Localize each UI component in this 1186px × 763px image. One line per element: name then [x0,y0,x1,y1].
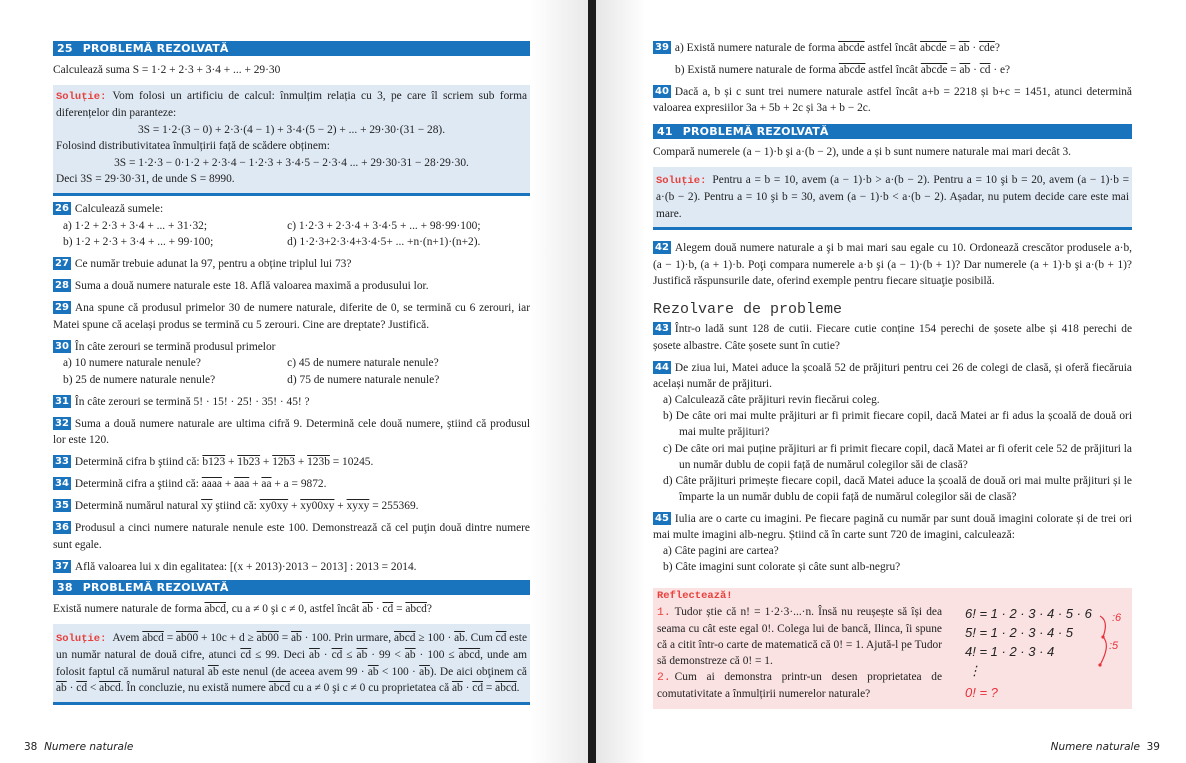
problem-32 [53,416,530,449]
problem-text: Dacă a, b și c sunt trei numere naturale astfel încât a+b = 2218 și b+c = 1451, atunci determină valoarea expresiilor 3a + 5b + 2c și 3a + b − 2c. [653,85,1132,114]
problem-number-badge: 28 [55,280,69,291]
header-title: PROBLEMĂ REZOLVATĂ [82,42,229,55]
overlined-number: abcde [838,63,866,76]
sub-item: a) 10 numere naturale nenule? [63,357,201,369]
problem-number-badge: 40 [655,85,669,97]
overlined-number: abcd [393,631,416,644]
overlined-number: abcde [920,42,947,54]
overlined-number: $\overline{aa}$ [261,478,272,490]
book-spine [588,0,596,763]
problem-number: 25 [57,42,73,55]
overlined-number: ab00 [256,631,279,644]
overlined-number: abcd [142,631,164,644]
problem-27 [53,256,530,273]
problem-text: Într-o ladă sunt 128 de cutii. Fiecare cutie conține 154 perechi de șosete albe și 418 perechi de șosete albastre. Câte șosete sunt în cutie? [653,323,1132,352]
sub-item: d) 75 de numere naturale nenule? [287,373,440,386]
question-number: 1. [657,606,671,619]
overlined-number: $\overline{ab}$ [454,631,465,644]
handwritten-factorial: 4! = 1 · 2 · 3 · 4 [965,643,1055,659]
problem-text: Ce număr trebuie adunat la 97, pentru a obține triplul lui 73? [74,258,352,270]
problem-40 [653,84,1132,117]
divide-by-5-note: :5 [1109,639,1119,652]
right-column [653,40,1132,709]
problem-number-badge: 27 [55,258,69,269]
problem-text: Determină numărul natural $\overline{xy}$ ştiind că: xy0xy + xy00xy + xyxy = 255369. [74,500,419,512]
problem-25-header [53,41,530,56]
overlined-number: xy00xy [300,500,335,512]
problem-text: Calculează sumele: [74,203,164,215]
overlined-number: $\overline{ab}$ [362,603,373,615]
problem-37 [53,559,530,576]
overlined-number: abcd [495,682,517,694]
solution-label: Soluție: [656,174,707,187]
problem-text: Produsul a cinci numere naturale nenule este 100. Demonstrează că cel puţin două dintre numere sunt egale. [53,522,530,551]
reflect-title: Reflectează! [657,589,733,602]
overlined-number: ab00 [176,631,199,644]
overlined-number: $\overline{ab}$ [356,649,368,661]
problem-number-badge: 33 [55,456,69,467]
overlined-number: $\overline{ab}$ [452,682,463,694]
handwritten-factorial: 5! = 1 · 2 · 3 · 4 · 5 [965,624,1074,640]
overlined-number: abcde [838,42,865,54]
right-page [596,0,1186,763]
problem-text: Iulia are o carte cu imagini. Pe fiecare pagină cu număr par sunt două imagini colorate și de trei ori mai multe imagini alb-negru. Știind că în carte sunt 720 de imagini, calculează: [653,512,1132,542]
solution-label: Soluţie: [56,632,107,645]
overlined-number: $\overline{xy}$ [201,500,213,512]
sub-item: a) Calculează câte prăjituri revin fiecărui coleg. [663,393,880,406]
overlined-number: 12b3 [272,456,295,468]
problem-number-badge: 39 [655,42,669,53]
equation: 3S = 1·2·3 − 0·1·2 + 2·3·4 − 1·2·3 + 3·4·5 − 2·3·4 ... + 29·30·31 − 28·29·30. [114,156,469,169]
overlined-number: $\overline{ab}$ [959,63,971,76]
sub-item: a) 1·2 + 2·3 + 3·4 + ... + 31·32; [63,219,208,232]
solution-text: Folosind distributivitatea înmulțirii față de scădere obținem: [56,140,330,152]
page-number: 38 [24,741,38,753]
overlined-number: $\overline{cd}$ [472,682,484,694]
sub-item: b) Câte imagini sunt colorate și câte sunt alb-negru? [663,561,901,574]
problem-38-header [53,580,530,595]
sub-item: b) De câte ori mai multe prăjituri ar fi primit fiecare copil, dacă Matei ar fi adus la școală de două ori mai multe prăjituri? [663,410,1132,439]
sub-item: b) 1·2 + 2·3 + 3·4 + ... + 99·100; [63,236,214,248]
problem-31 [53,394,530,411]
sub-item: d) 1·2·3+2·3·4+3·4·5+ ... +n·(n+1)·(n+2). [287,236,481,248]
problem-28 [53,278,530,295]
problem-text: Alegem două numere naturale a şi b mai mari sau egale cu 10. Ordonează crescător produsele a·b, (a − 1)·b, (a + 1)·b. Poţi compara numerele a·b şi (a − 1)·(b + 1)? Dar numerele (a + 1)·b şi a·(b + 1)? Justifică răspunsurile date, oferind exemple pentru fiecare situaţie posibilă. [653,242,1132,287]
page-number: 39 [1146,741,1160,753]
problem-38-statement: Există numere naturale de forma abcd, cu a ≠ 0 şi c ≠ 0, astfel încât $\overline{ab} \cdot \overline{cd}$ = abcd? [53,603,432,615]
sub-item: c) De câte ori mai puține prăjituri ar fi primit fiecare copil, dacă Matei ar fi oferit cele 52 de prăjituri la un număr dublu de copii față de numărul colegilor săi de clasă? [663,442,1132,471]
overlined-number: $\overline{cd}$ [382,603,394,615]
page-footer [24,741,133,753]
problem-number-badge: 31 [55,395,69,407]
problem-number: 41 [657,124,673,138]
overlined-number: $\overline{cd}$ [76,682,88,694]
problem-text: În câte zerouri se termină 5! · 15! · 25! · 35! · 45! ? [74,395,310,408]
sub-item: d) Câte prăjituri primește fiecare copil, dacă Matei aduce la școală de două ori mai multe prăjituri și le împarte la un număr dublu de copii față de numărul colegilor săi de clasă? [663,474,1132,504]
overlined-number: $\overline{ab}$ [367,665,379,678]
problem-number-badge: 36 [55,522,69,533]
reflect-questions [657,604,942,702]
problem-42 [653,240,1132,290]
overlined-number: $\overline{cd}$ [240,649,252,661]
header-title: PROBLEMĂ REZOLVATĂ [682,124,829,138]
problem-text: De ziua lui, Matei aduce la școală 52 de prăjituri pentru cei 26 de colegi de clasă, și oferă fiecăruia același număr de prăjituri. [653,361,1132,390]
handwritten-factorial: 6! = 1 · 2 · 3 · 4 · 5 · 6 [965,605,1092,621]
overlined-number: 123b [307,456,330,468]
problem-number-badge: 43 [655,323,669,334]
overlined-number: $\overline{aaa}$ [234,478,250,490]
problem-number-badge: 30 [55,340,69,352]
question-text: Tudor știe că n! = 1·2·3·...·n. Însă nu reușește să își dea seama cu cât este egal 0!. Colega lui de bancă, Ilinca, îi spune că a citit într-o carte de matematică că 0! = 1. Ajută-l pe Tudor să demonstreze că 0! = 1. [657,605,942,667]
solution-text: Pentru a = b = 10, avem (a − 1)·b > a·(b − 2). Pentru a = 10 şi b = 20, avem (a − 1)·b = a·(b − 2). Pentru a = 10 şi b = 30, avem (a − 1)·b < a·(b − 2). Așadar, nu putem decide care este mai mare. [656,173,1129,220]
overlined-number: abcd [99,682,121,694]
problem-number-badge: 35 [55,500,69,511]
problem-number-badge: 45 [655,512,669,524]
overlined-number: abcde [920,63,948,76]
overlined-number: $\overline{ab}$ [958,42,970,54]
problem-text: Află valoarea lui x din egalitatea: [(x + 2013)·2013 − 2013] : 2013 = 2014. [74,560,417,573]
problem-34 [53,476,530,493]
problem-number-badge: 34 [55,478,69,489]
footer-title: Numere naturale [44,741,134,753]
overlined-number: b123 [202,456,226,468]
handwritten-question: 0! = ? [965,684,998,700]
overlined-number: xyxy [346,500,370,512]
overlined-number: abcd [204,603,227,615]
overlined-number: aaaa [201,478,222,490]
overlined-number: $\overline{ab}$ [207,665,219,678]
equation: 3S = 1·2·(3 − 0) + 2·3·(4 − 1) + 3·4·(5 − 2) + ... + 29·30·(31 − 28). [137,123,446,136]
problem-text: Suma a două numere naturale este 18. Află valoarea maximă a produsului lor. [74,280,429,292]
problem-33 [53,454,530,471]
problem-number-badge: 26 [55,203,69,214]
sub-item: b) Există numere naturale de forma abcde astfel încât abcde = $\overline{ab} \cdot \overline{cd} \cdot e$? [675,63,1011,76]
problem-number: 38 [57,581,73,594]
problem-number-badge: 42 [655,242,669,253]
problem-25-solution [53,85,530,196]
header-title: PROBLEMĂ REZOLVATĂ [82,581,229,594]
problem-26 [53,201,530,251]
problem-41-solution [653,167,1132,231]
left-page [0,0,589,763]
problem-25-statement: Calculează suma S = 1·2 + 2·3 + 3·4 + ... + 29·30 [53,64,281,76]
sub-item: b) 25 de numere naturale nenule? [63,373,216,386]
problem-29 [53,300,530,333]
overlined-number: $\overline{ab}$ [419,665,430,678]
footer-title: Numere naturale [1050,741,1140,753]
problem-number-badge: 29 [55,302,69,313]
problem-35 [53,498,530,515]
overlined-number: $\overline{cd}$ [331,649,343,661]
solution-label: Soluție: [56,90,107,103]
problem-41-header [653,124,1132,139]
overlined-number: $\overline{ab}$ [404,649,416,661]
problem-text: Determină cifra a ştiind că: aaaa + $\overline{aaa} + \overline{aa} + a = 9872$. [74,478,327,490]
problem-36 [53,520,530,553]
vertical-ellipsis: ⋮ [968,662,981,678]
sub-item: c) 45 de numere naturale nenule? [287,357,439,369]
overlined-number: abcd [405,603,427,615]
sub-item: a) Câte pagini are cartea? [663,545,779,558]
overlined-number: xy0xy [259,500,289,512]
overlined-number: 1b23 [237,456,261,468]
sub-item: c) 1·2·3 + 2·3·4 + 3·4·5 + ... + 98·99·100; [287,219,481,232]
problem-text: Suma a două numere naturale are ultima cifră 9. Determină cele două numere, știind că produsul lor este 120. [53,417,530,446]
solution-text: Avem abcd = $ab00 + 10c + d \ge ab00 = \overline{ab} \cdot 100$. Prin urmare, abcd ≥ $100 \cdot \overline{ab}$. Cum $\overline{cd}$ este un număr natural de două cifre, atunci $\overline{cd} \le 99$. Deci $\overline{ab} \cdot \overline{cd} \le \overline{ab} \cdot 99 < \overline{ab} \cdot 100$ ≤ abcd, unde am folosit faptul că numărul natural $\overline{ab}$ este nenul (de aceea avem $99 \cdot \overline{ab} < 100 \cdot \overline{ab}$). De aici obţinem că $\overline{ab} \cdot \overline{cd}$ < abcd. În concluzie, nu există numere abcd cu a ≠ 0 şi c ≠ 0 cu proprietatea că $\overline{ab} \cdot \overline{cd}$ = abcd. [56,631,528,694]
sub-item: a) Există numere naturale de forma abcde astfel încât abcde = $\overline{ab} \cdot \overline{cde}$? [674,42,1000,54]
problem-39 [653,40,1132,78]
problem-number-badge: 37 [55,560,69,572]
problem-number-badge: 44 [655,361,669,373]
overlined-number: $\overline{ab}$ [309,649,320,661]
question-number: 2. [657,671,671,684]
problem-43 [653,321,1132,354]
solution-text: Vom folosi un artificiu de calcul: înmulțim relația cu 3, pe care îl scriem sub forma diferențelor din paranteze: [56,89,527,119]
problem-text: Ana spune că produsul primelor 30 de numere naturale, diferite de 0, se termină cu 6 zerouri, iar Matei spune că același produs se termină cu 5 zerouri. Cine are dreptate? Justifică. [53,302,530,331]
problem-38-solution [53,624,530,705]
problem-number-badge: 32 [55,417,69,429]
left-column [53,41,530,705]
overlined-number: $\overline{cd}$ [979,63,991,76]
overlined-number: $\overline{ab}$ [291,631,302,644]
overlined-number: $\overline{ab}$ [56,682,67,694]
problem-30 [53,339,530,389]
overlined-number: abcd [268,682,291,694]
overlined-number: $\overline{cde}$ [979,42,995,54]
page-footer [1051,741,1160,753]
divide-by-6-note: :6 [1112,611,1122,624]
problem-41-statement: Compară numerele (a − 1)·b şi a·(b − 2), unde a și b sunt numere naturale mai mari decât 3. [653,146,1072,158]
problem-text: Determină cifra b ştiind că: b123 + 1b23 + 12b3 + 123b = 10245. [74,456,374,468]
question-text: Cum ai demonstra printr-un desen proprietatea de comutativitate a înmulțirii numerelor naturale? [657,670,942,700]
solution-text: Deci 3S = 29·30·31, de unde S = 8990. [56,173,235,185]
reflect-box [653,588,1132,709]
overlined-number: $\overline{cd}$ [495,631,507,644]
problem-44 [653,360,1132,506]
overlined-number: abcd [458,649,481,661]
problem-text: În câte zerouri se termină produsul primelor [74,340,276,353]
problem-45 [653,511,1132,576]
section-heading: Rezolvare de probleme [653,300,843,318]
